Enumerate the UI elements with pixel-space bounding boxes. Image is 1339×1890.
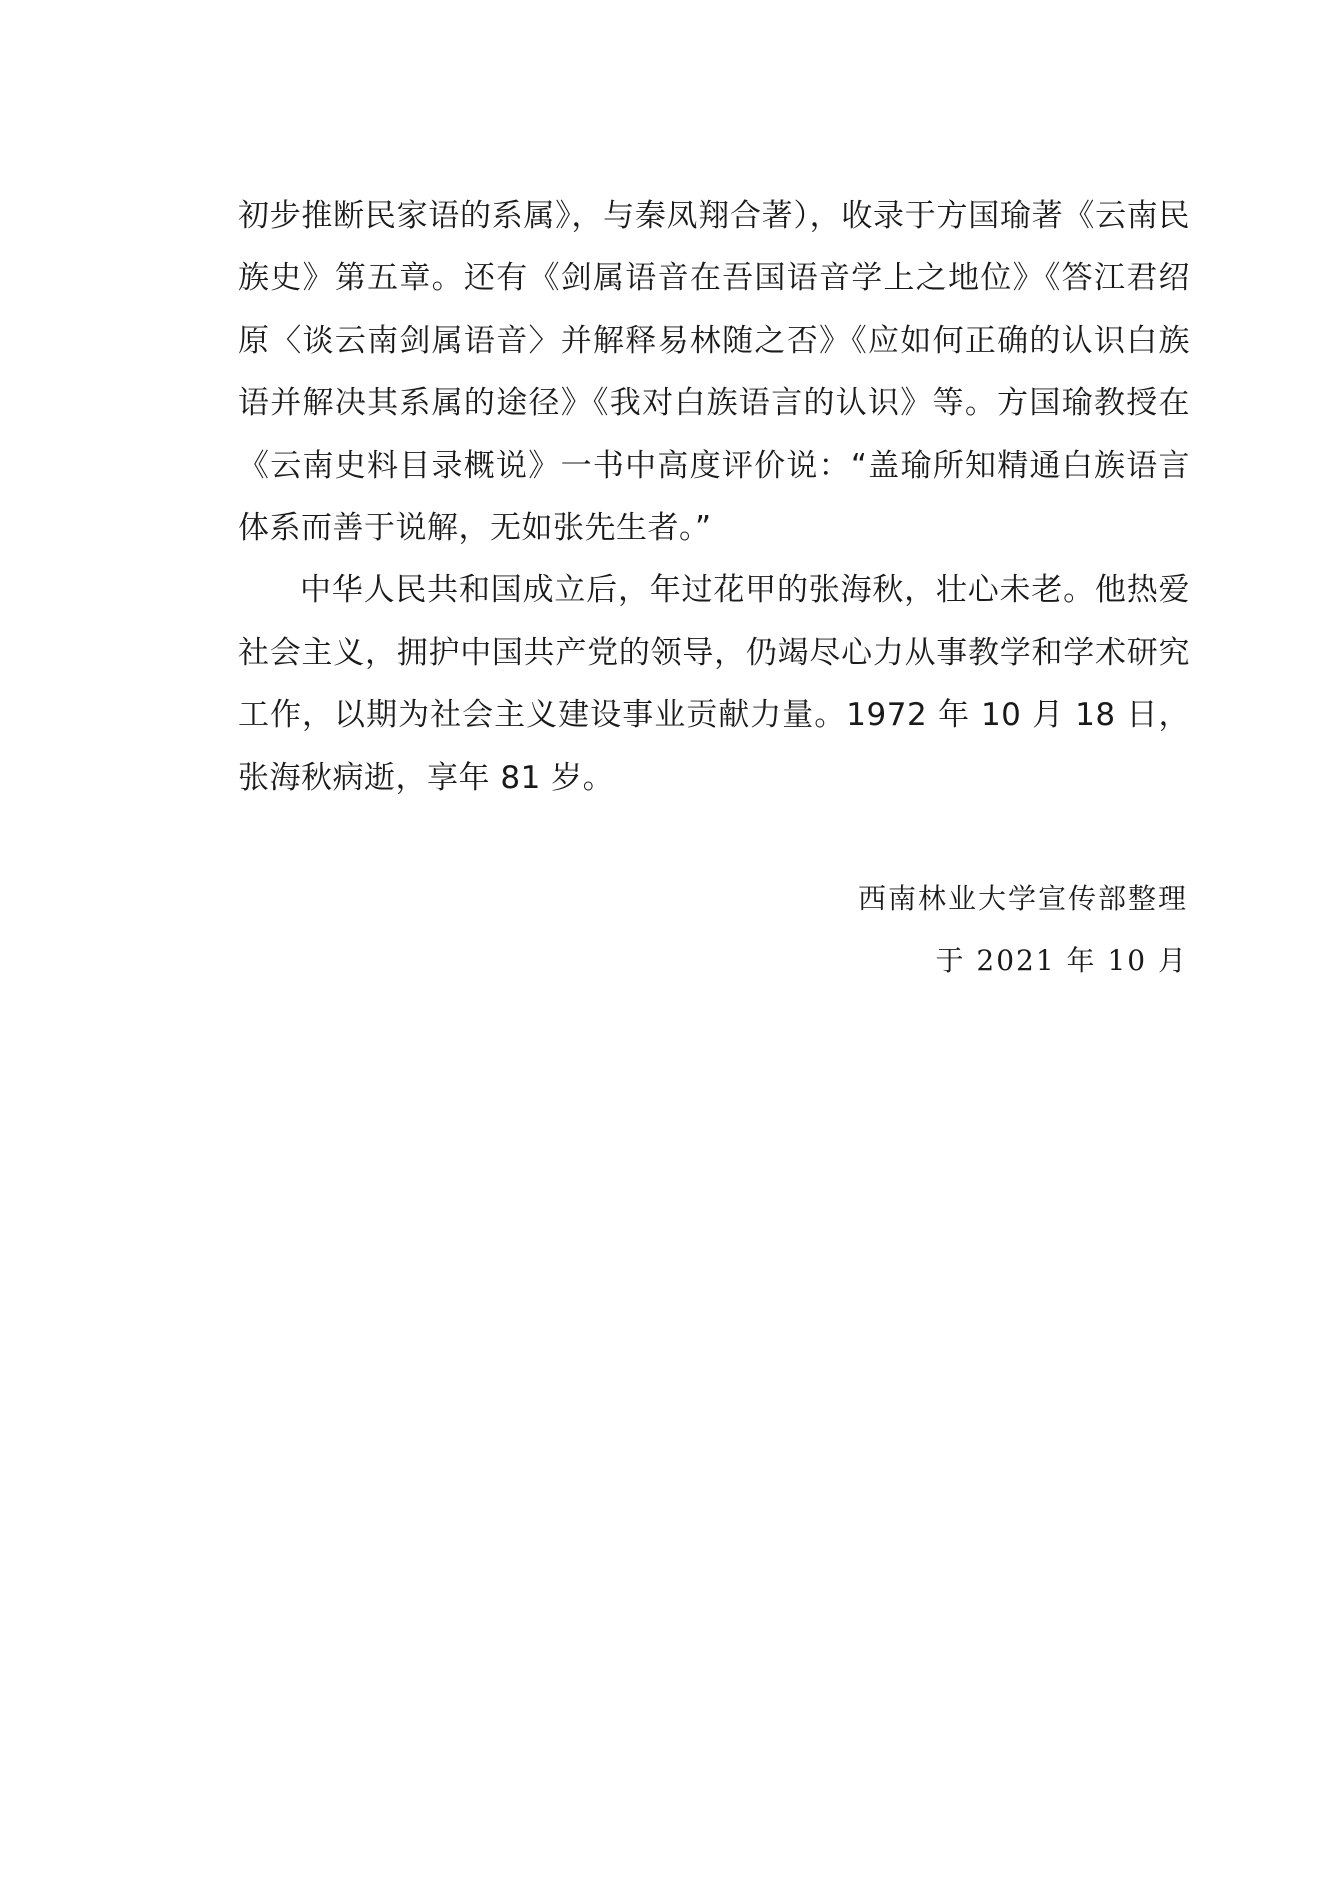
document-body (238, 185, 1190, 809)
paragraph-continuation: 初步推断民家语的系属》，与秦凤翔合著），收录于方国瑜著《云南民族史》第五章。还有《剑属语音在吾国语音学上之地位》《答江君绍原〈谈云南剑属语音〉并解释易林随之否》《应如何正确的认识白族语并解决其系属的途径》《我对白族语言的认识》等。方国瑜教授在《云南史料目录概说》一书中高度评价说：“盖瑜所知精通白族语言体系而善于说解，无如张先生者。” (238, 198, 1190, 547)
paragraph-biography: 中华人民共和国成立后，年过花甲的张海秋，壮心未老。他热爱社会主义，拥护中国共产党的领导，仍竭尽心力从事教学和学术研究工作，以期为社会主义建设事业贡献力量。1972 年 10 月 18 日，张海秋病逝，享年 81 岁。 (238, 572, 1190, 796)
signature-organization: 西南林业大学宣传部整理 (857, 882, 1188, 915)
signature-block (588, 868, 1188, 992)
signature-date: 于 2021 年 10 月 (935, 944, 1188, 977)
